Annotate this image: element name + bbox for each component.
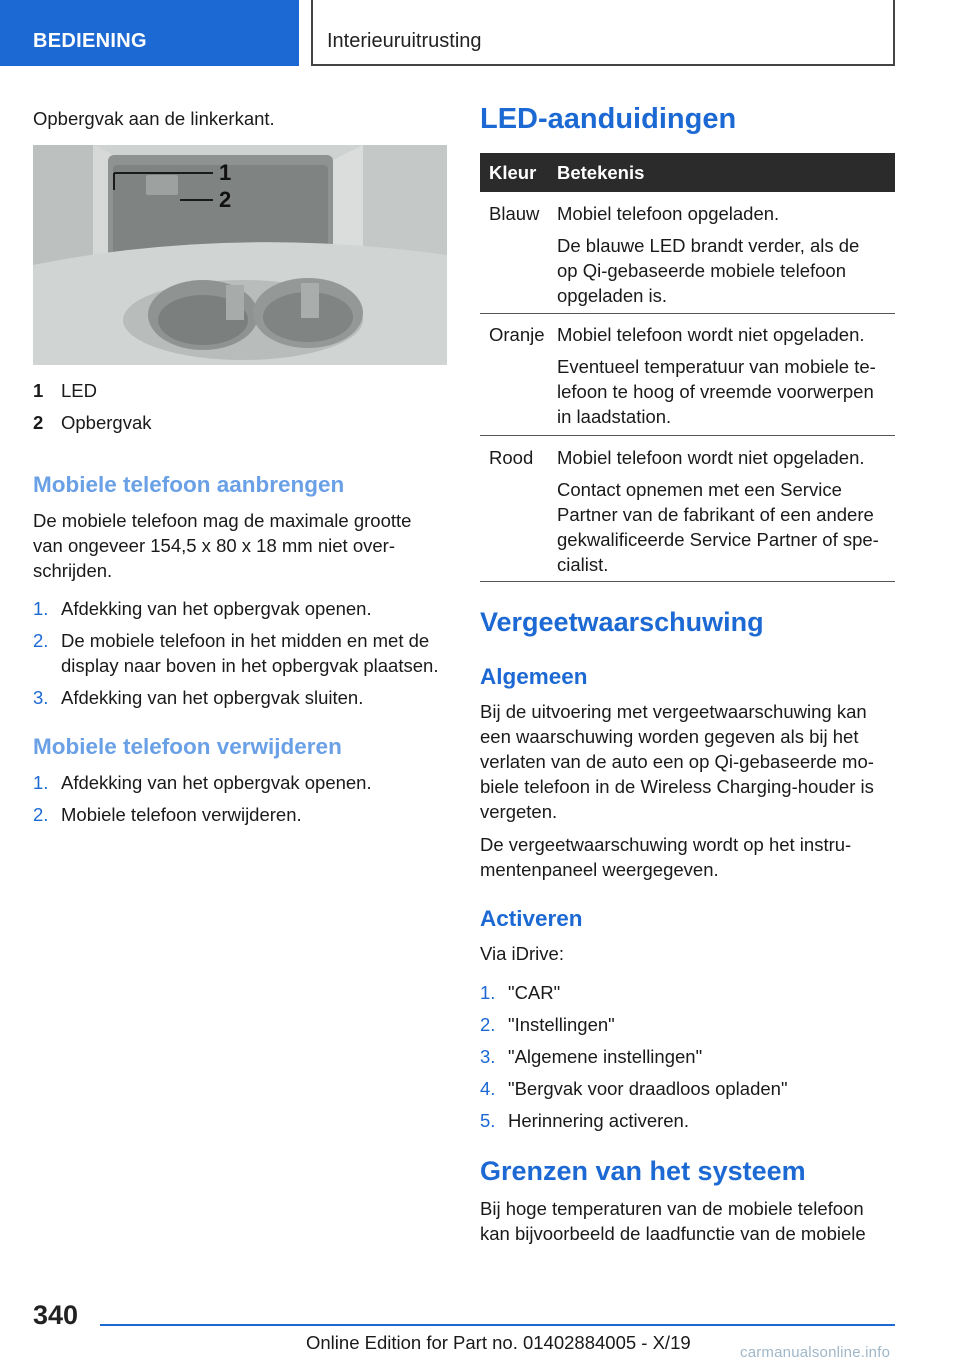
paragraph-line: Bij de uitvoering met vergeetwaarschuwing kan [480,701,867,722]
table-cell-color: Oranje [489,324,545,345]
chapter-label: Interieuruitrusting [327,30,482,52]
step-number: 4. [480,1078,496,1099]
section-heading: Mobiele telefoon aanbrengen [33,472,345,497]
paragraph-line: een waarschuwing worden gegeven als bij het [480,726,859,747]
step-number: 1. [480,982,496,1003]
step-text: "Bergvak voor draadloos opladen" [508,1078,788,1099]
step-number: 2. [33,804,49,825]
step-number: 2. [33,630,49,651]
page-number: 340 [33,1300,79,1330]
watermark: carmanualsonline.info [740,1344,891,1361]
step-text: "CAR" [508,982,561,1003]
step-text: Afdekking van het opbergvak openen. [61,772,372,793]
table-cell-detail: Partner van de fabrikant of een andere [557,504,874,525]
storage-compartment-photo [33,145,447,365]
step-number: 1. [33,598,49,619]
table-cell-detail: gekwalificeerde Service Partner of spe‐ [557,529,879,550]
paragraph-line: Bij hoge temperaturen van de mobiele telefoon [480,1198,864,1219]
legend-text: Opbergvak [61,412,152,433]
edition-text: Online Edition for Part no. 01402884005 - X/19 [306,1332,691,1353]
step-number: 5. [480,1110,496,1131]
step-text: display naar boven in het opbergvak plaatsen. [61,655,439,676]
table-cell-detail: cialist. [557,554,609,575]
table-cell-color: Blauw [489,203,540,224]
limits-heading: Grenzen van het systeem [480,1156,806,1186]
section-tab [0,0,299,66]
section-label: BEDIENING [33,30,147,52]
step-text: "Instellingen" [508,1014,615,1035]
column-header-color: Kleur [489,162,537,183]
paragraph-line: vergeten. [480,801,558,822]
table-cell-detail: lefoon te hoog of vreemde voorwerpen [557,381,874,402]
table-cell-color: Rood [489,447,534,468]
step-number: 1. [33,772,49,793]
paragraph-line: De vergeetwaarschuwing wordt op het instru‐ [480,834,852,855]
table-cell-detail: De blauwe LED brandt verder, als de [557,235,860,256]
table-cell-detail: op Qi-gebaseerde mobiele telefoon [557,260,846,281]
step-text: Mobiele telefoon verwijderen. [61,804,302,825]
step-number: 3. [33,687,49,708]
table-cell-detail: Eventueel temperatuur van mobiele te‐ [557,356,876,377]
table-header [480,153,895,192]
step-text: Afdekking van het opbergvak openen. [61,598,372,619]
chapter-tab [311,0,895,66]
row-divider [480,581,895,582]
table-cell-detail: in laadstation. [557,406,672,427]
activate-heading: Activeren [480,906,583,931]
legend-number: 2 [33,412,44,433]
paragraph-line: kan bijvoorbeeld de laadfunctie van de mobiele [480,1223,866,1244]
activate-intro: Via iDrive: [480,943,564,964]
table-cell-main: Mobiel telefoon wordt niet opgeladen. [557,324,865,345]
paragraph-line: De mobiele telefoon mag de maximale grootte [33,510,412,531]
column-header-meaning: Betekenis [557,162,645,183]
paragraph-line: van ongeveer 154,5 x 80 x 18 mm niet over‐ [33,535,395,556]
table-cell-main: Mobiel telefoon opgeladen. [557,203,780,224]
paragraph-line: biele telefoon in de Wireless Charging-houder is [480,776,874,797]
legend-text: LED [61,380,97,401]
paragraph-line: mentenpaneel weergegeven. [480,859,719,880]
paragraph-line: schrijden. [33,560,113,581]
table-cell-detail: Contact opnemen met een Service [557,479,842,500]
section-heading: Mobiele telefoon verwijderen [33,734,342,759]
row-divider [480,435,895,436]
row-divider [480,313,895,314]
step-text: Afdekking van het opbergvak sluiten. [61,687,364,708]
reminder-heading: Vergeetwaarschuwing [480,607,764,637]
footer-rule [100,1324,895,1326]
step-text: Herinnering activeren. [508,1110,689,1131]
led-heading: LED-aanduidingen [480,103,737,135]
table-cell-detail: opgeladen is. [557,285,668,306]
paragraph-line: verlaten van de auto een op Qi-gebaseerde mo‐ [480,751,874,772]
callout-2: 2 [219,187,232,212]
storage-compartment-illustration [33,145,447,365]
step-number: 3. [480,1046,496,1067]
callout-1: 1 [219,160,232,185]
intro-text: Opbergvak aan de linkerkant. [33,108,275,129]
legend-number: 1 [33,380,44,401]
step-number: 2. [480,1014,496,1035]
general-heading: Algemeen [480,664,588,689]
step-text: De mobiele telefoon in het midden en met de [61,630,430,651]
table-cell-main: Mobiel telefoon wordt niet opgeladen. [557,447,865,468]
step-text: "Algemene instellingen" [508,1046,703,1067]
